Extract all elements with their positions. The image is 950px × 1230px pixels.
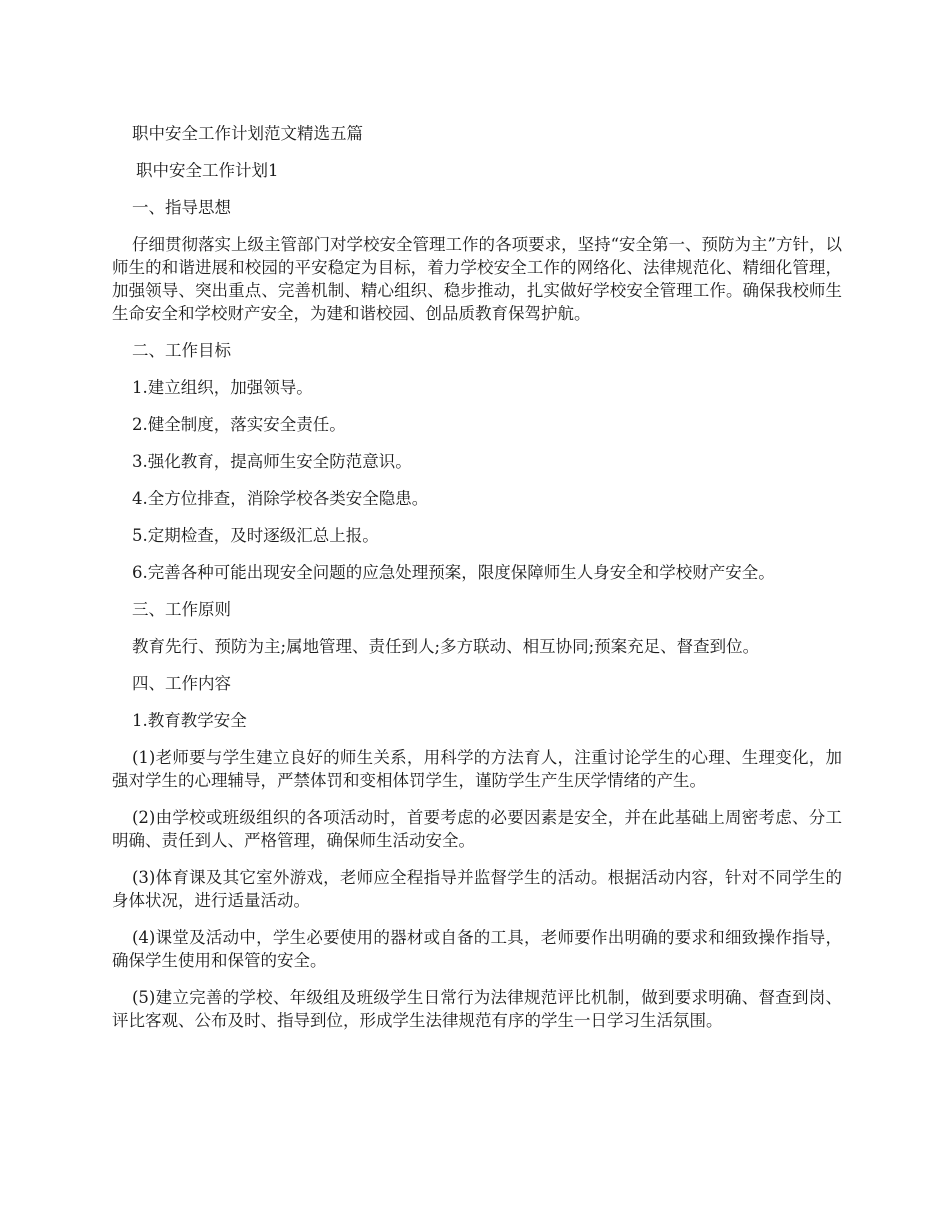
section-heading: 三、工作原则 [132, 600, 231, 619]
list-item: 2.健全制度，落实安全责任。 [132, 415, 346, 434]
list-item: (2)由学校或班级组织的各项活动时，首要考虑的必要因素是安全，并在此基础上周密考虑、分工明确、责任到人、严格管理，确保师生活动安全。 [112, 808, 842, 850]
list-item: 1.建立组织，加强领导。 [132, 378, 313, 397]
section-heading: 四、工作内容 [132, 674, 231, 693]
list-item: (3)体育课及其它室外游戏，老师应全程指导并监督学生的活动。根据活动内容，针对不同学生的身体状况，进行适量活动。 [112, 868, 842, 910]
list-item: 3.强化教育，提高师生安全防范意识。 [132, 452, 412, 471]
paragraph: 教育先行、预防为主;属地管理、责任到人;多方联动、相互协同;预案充足、督查到位。 [132, 637, 760, 656]
list-item: (1)老师要与学生建立良好的师生关系，用科学的方法育人，注重讨论学生的心理、生理变化，加强对学生的心理辅导，严禁体罚和变相体罚学生，谨防学生产生厌学情绪的产生。 [112, 748, 842, 790]
section-heading: 二、工作目标 [132, 341, 231, 360]
list-item: 5.定期检查，及时逐级汇总上报。 [132, 526, 379, 545]
list-item: (4)课堂及活动中，学生必要使用的器材或自备的工具，老师要作出明确的要求和细致操作指导，确保学生使用和保管的安全。 [112, 928, 842, 970]
list-item: 6.完善各种可能出现安全问题的应急处理预案，限度保障师生人身安全和学校财产安全。 [132, 563, 775, 582]
section-heading: 一、指导思想 [132, 198, 231, 217]
document-title: 职中安全工作计划范文精选五篇 [132, 124, 363, 143]
list-item: (5)建立完善的学校、年级组及班级学生日常行为法律规范评比机制，做到要求明确、督查到岗、评比客观、公布及时、指导到位，形成学生法律规范有序的学生一日学习生活氛围。 [112, 988, 842, 1030]
subsection-heading: 1.教育教学安全 [132, 711, 247, 730]
list-item: 4.全方位排查，消除学校各类安全隐患。 [132, 489, 429, 508]
paragraph: 仔细贯彻落实上级主管部门对学校安全管理工作的各项要求，坚持“安全第一、预防为主”方针，以师生的和谐进展和校园的平安稳定为目标，着力学校安全工作的网络化、法律规范化、精细化管理，加强领导、突出重点、完善机制、精心组织、稳步推动，扎实做好学校安全管理工作。确保我校师生生命安全和学校财产安全，为建和谐校园、创品质教育保驾护航。 [112, 235, 842, 323]
document-page [112, 122, 842, 1046]
plan-heading: 职中安全工作计划1 [136, 161, 279, 180]
